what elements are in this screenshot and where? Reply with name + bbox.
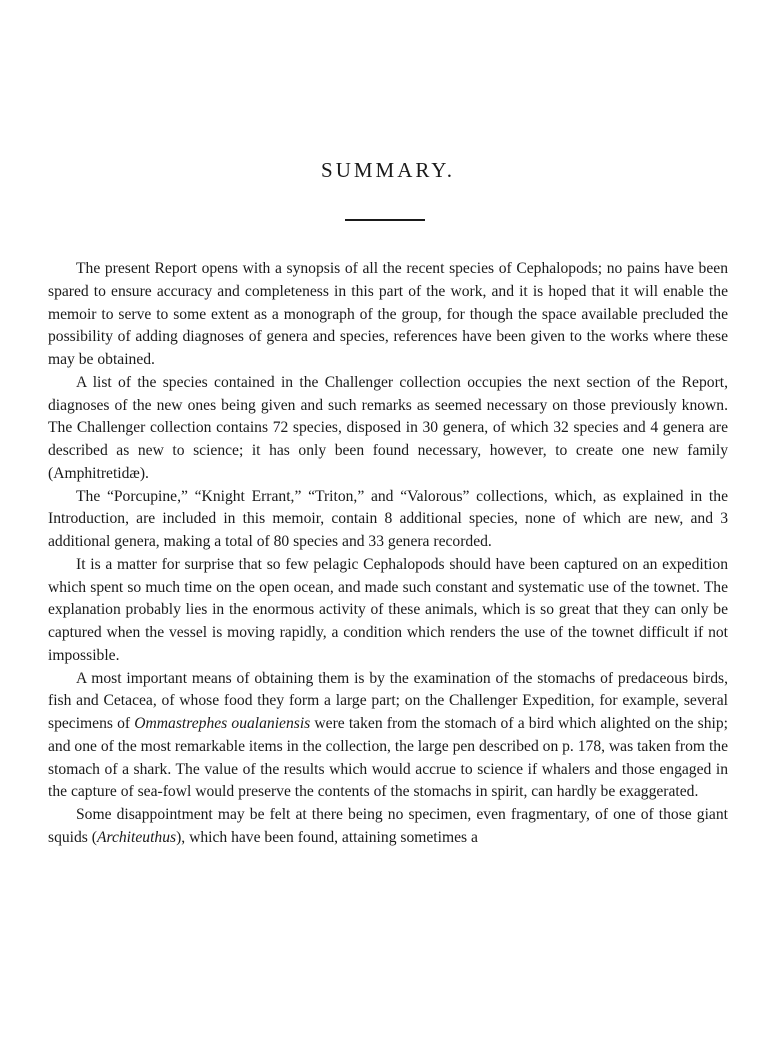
species-name-ommastrephes: Ommastrephes oualaniensis (134, 715, 311, 732)
paragraph-stomach-examination (48, 668, 728, 805)
paragraph-giant-squids (48, 804, 728, 850)
paragraph-species-list: A list of the species contained in the Challenger collection occupies the next section of the Report, diagnoses of the new ones being given and such remarks as seemed necessary on those previously known. The Challenger collection contains 72 species, disposed in 30 genera, of which 32 species and 4 genera are described as new to science; it has only been found necessary, however, to create one new family (Amphitretidæ). (48, 373, 728, 482)
summary-body (48, 258, 728, 850)
paragraph-stomach-text-before: A most important means of obtaining them is by the examination of the stomachs of predaceous birds, fish and Cetacea, of whose food they form a large part; on the Challenger Expedition, for example, several specimens of (48, 669, 728, 732)
page-title: SUMMARY. (321, 158, 455, 182)
paragraph-other-collections: The “Porcupine,” “Knight Errant,” “Triton,” and “Valorous” collections, which, as explained in the Introduction, are included in this memoir, contain 8 additional species, none of which are new, and 3 additional genera, making a total of 80 species and 33 genera recorded. (48, 487, 728, 550)
genus-name-architeuthus: Architeuthus (96, 828, 177, 846)
paragraph-giant-squids-text-after: ), which have been found, attaining sometimes a (176, 828, 478, 846)
paragraph-stomach-text-after: were taken from the stomach of a bird which alighted on the ship; and one of the most remarkable items in the collection, the large pen described on p. 178, was taken from the stomach of a shark. The value of the results which would accrue to science if whalers and those engaged in the capture of sea-fowl would preserve the contents of the stomachs in spirit, can hardly be exaggerated. (48, 715, 728, 801)
title-divider (345, 219, 425, 221)
paragraph-giant-squids-text-before: Some disappointment may be felt at there being no specimen, even fragmentary, of one of those giant squids ( (48, 806, 728, 846)
paragraph-pelagic-capture: It is a matter for surprise that so few pelagic Cephalopods should have been captured on an expedition which spent so much time on the open ocean, and made such constant and systematic use of the townet. The explanation probably lies in the enormous activity of these animals, which is so great that they can only be captured when the vessel is moving rapidly, a condition which renders the use of the townet difficult if not impossible. (48, 555, 728, 664)
paragraph-synopsis: The present Report opens with a synopsis of all the recent species of Cephalopods; no pains have been spared to ensure accuracy and completeness in this part of the work, and it is hoped that it will enable the memoir to serve to some extent as a monograph of the group, for though the space available precluded the possibility of adding diagnoses of genera and species, references have been given to the works where these may be obtained. (48, 260, 728, 368)
